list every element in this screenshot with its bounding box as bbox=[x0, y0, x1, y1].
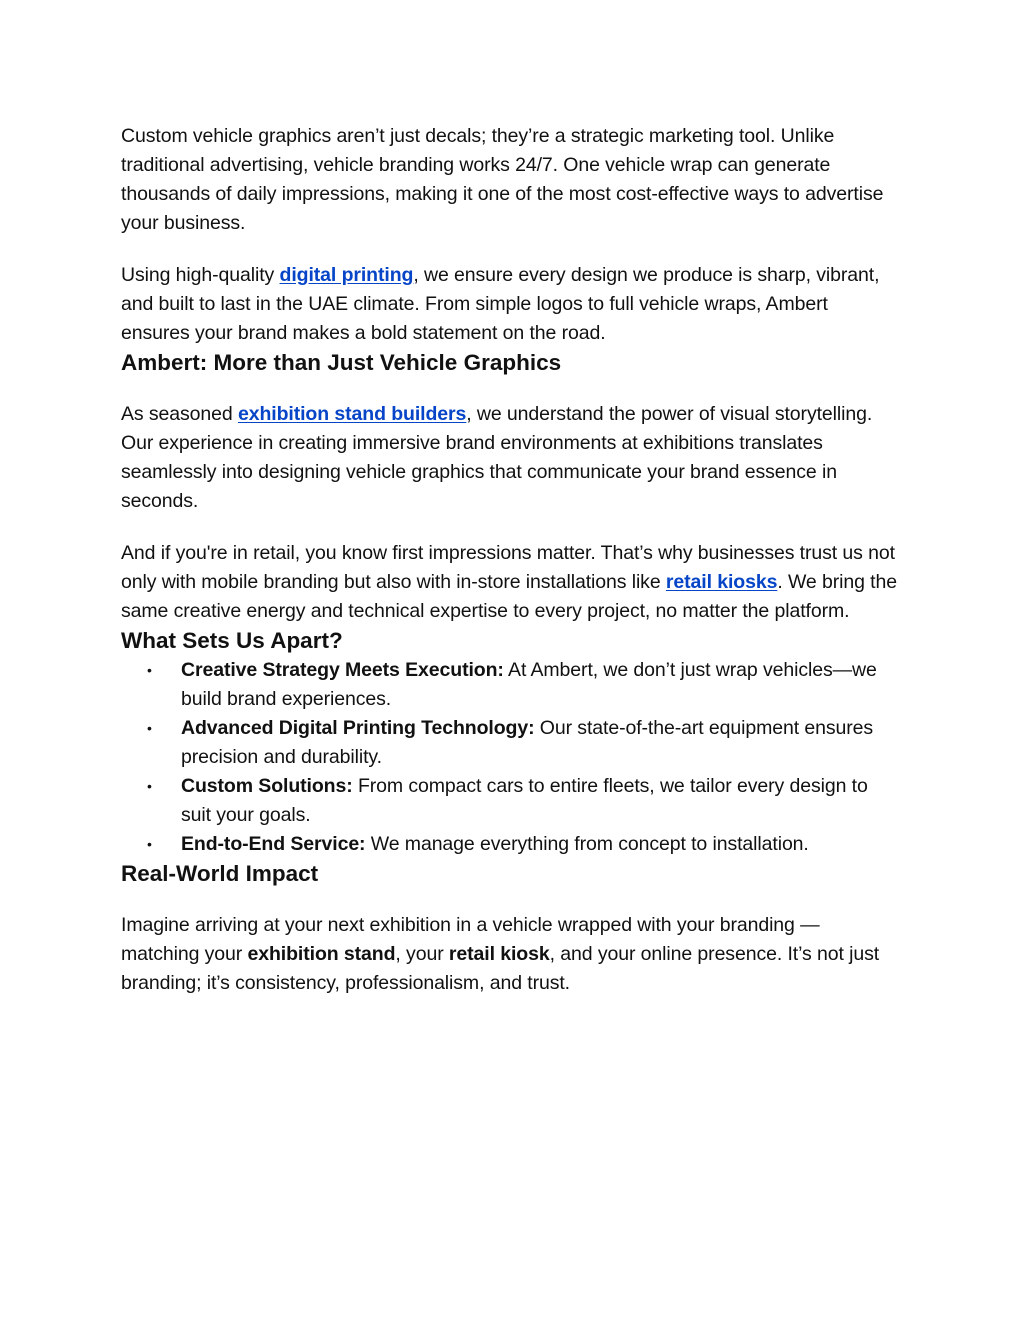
list-item bbox=[121, 656, 901, 714]
list-item-label: End-to-End Service: bbox=[181, 833, 366, 855]
paragraph-text: , we ensure every design we produce is sharp, vibrant, and built to last in the UAE climate. From simple logos to full vehicle wraps, Ambert ensures your brand makes a bold statement on the road. bbox=[121, 264, 880, 344]
list-item bbox=[121, 714, 901, 772]
section-heading-apart: What Sets Us Apart? bbox=[121, 628, 343, 653]
bold-phrase: retail kiosk bbox=[448, 943, 550, 965]
paragraph-text: , and your online presence. It’s not just branding; it’s consistency, professionalism, and trust. bbox=[121, 943, 880, 994]
list-item-text: Our state-of-the-art equipment ensures precision and durability. bbox=[181, 717, 874, 768]
paragraph-text: . We bring the same creative energy and technical expertise to every project, no matter the platform. bbox=[121, 571, 897, 622]
digital-printing-link[interactable]: digital printing bbox=[279, 264, 414, 286]
bold-phrase: exhibition stand bbox=[247, 943, 396, 965]
paragraph-text: And if you're in retail, you know first impressions matter. That’s why businesses trust us not only with mobile branding but also with in-store installations like bbox=[121, 542, 895, 593]
bullet-icon: • bbox=[147, 778, 152, 794]
paragraph-text: , your bbox=[395, 943, 449, 965]
exhibition-stand-builders-link[interactable]: exhibition stand builders bbox=[237, 403, 467, 425]
impact-paragraph bbox=[121, 911, 901, 998]
bullet-icon: • bbox=[147, 836, 152, 852]
list-item-text: We manage everything from concept to installation. bbox=[365, 833, 809, 855]
section-heading-impact: Real-World Impact bbox=[121, 861, 319, 886]
exhibition-paragraph bbox=[121, 400, 901, 516]
retail-paragraph bbox=[121, 539, 901, 626]
bullet-icon: • bbox=[147, 720, 152, 736]
features-list bbox=[121, 656, 901, 859]
section-heading-more: Ambert: More than Just Vehicle Graphics bbox=[121, 350, 562, 375]
intro-paragraph: Custom vehicle graphics aren’t just decals; they’re a strategic marketing tool. Unlike traditional advertising, vehicle branding works 24/7. One vehicle wrap can generate thousands of daily impressions, making it one of the most cost-effective ways to advertise your business. bbox=[121, 125, 884, 234]
document-page bbox=[121, 122, 901, 998]
paragraph-text: Imagine arriving at your next exhibition in a vehicle wrapped with your branding — matching your bbox=[121, 914, 820, 965]
list-item-text: At Ambert, we don’t just wrap vehicles—we build brand experiences. bbox=[181, 659, 877, 710]
retail-kiosks-link[interactable]: retail kiosks bbox=[665, 571, 778, 593]
list-item-label: Creative Strategy Meets Execution: bbox=[181, 659, 504, 681]
list-item bbox=[121, 830, 901, 859]
list-item bbox=[121, 772, 901, 830]
paragraph-text: As seasoned bbox=[121, 403, 238, 425]
digital-printing-paragraph bbox=[121, 261, 901, 348]
list-item-label: Custom Solutions: bbox=[181, 775, 353, 797]
paragraph-text: , we understand the power of visual storytelling. Our experience in creating immersive brand environments at exhibitions translates seamlessly into designing vehicle graphics that communicate your brand essence in seconds. bbox=[121, 403, 873, 512]
list-item-text: From compact cars to entire fleets, we tailor every design to suit your goals. bbox=[181, 775, 868, 826]
bullet-icon: • bbox=[147, 662, 152, 678]
list-item-label: Advanced Digital Printing Technology: bbox=[181, 717, 535, 739]
paragraph-text: Using high-quality bbox=[121, 264, 280, 286]
